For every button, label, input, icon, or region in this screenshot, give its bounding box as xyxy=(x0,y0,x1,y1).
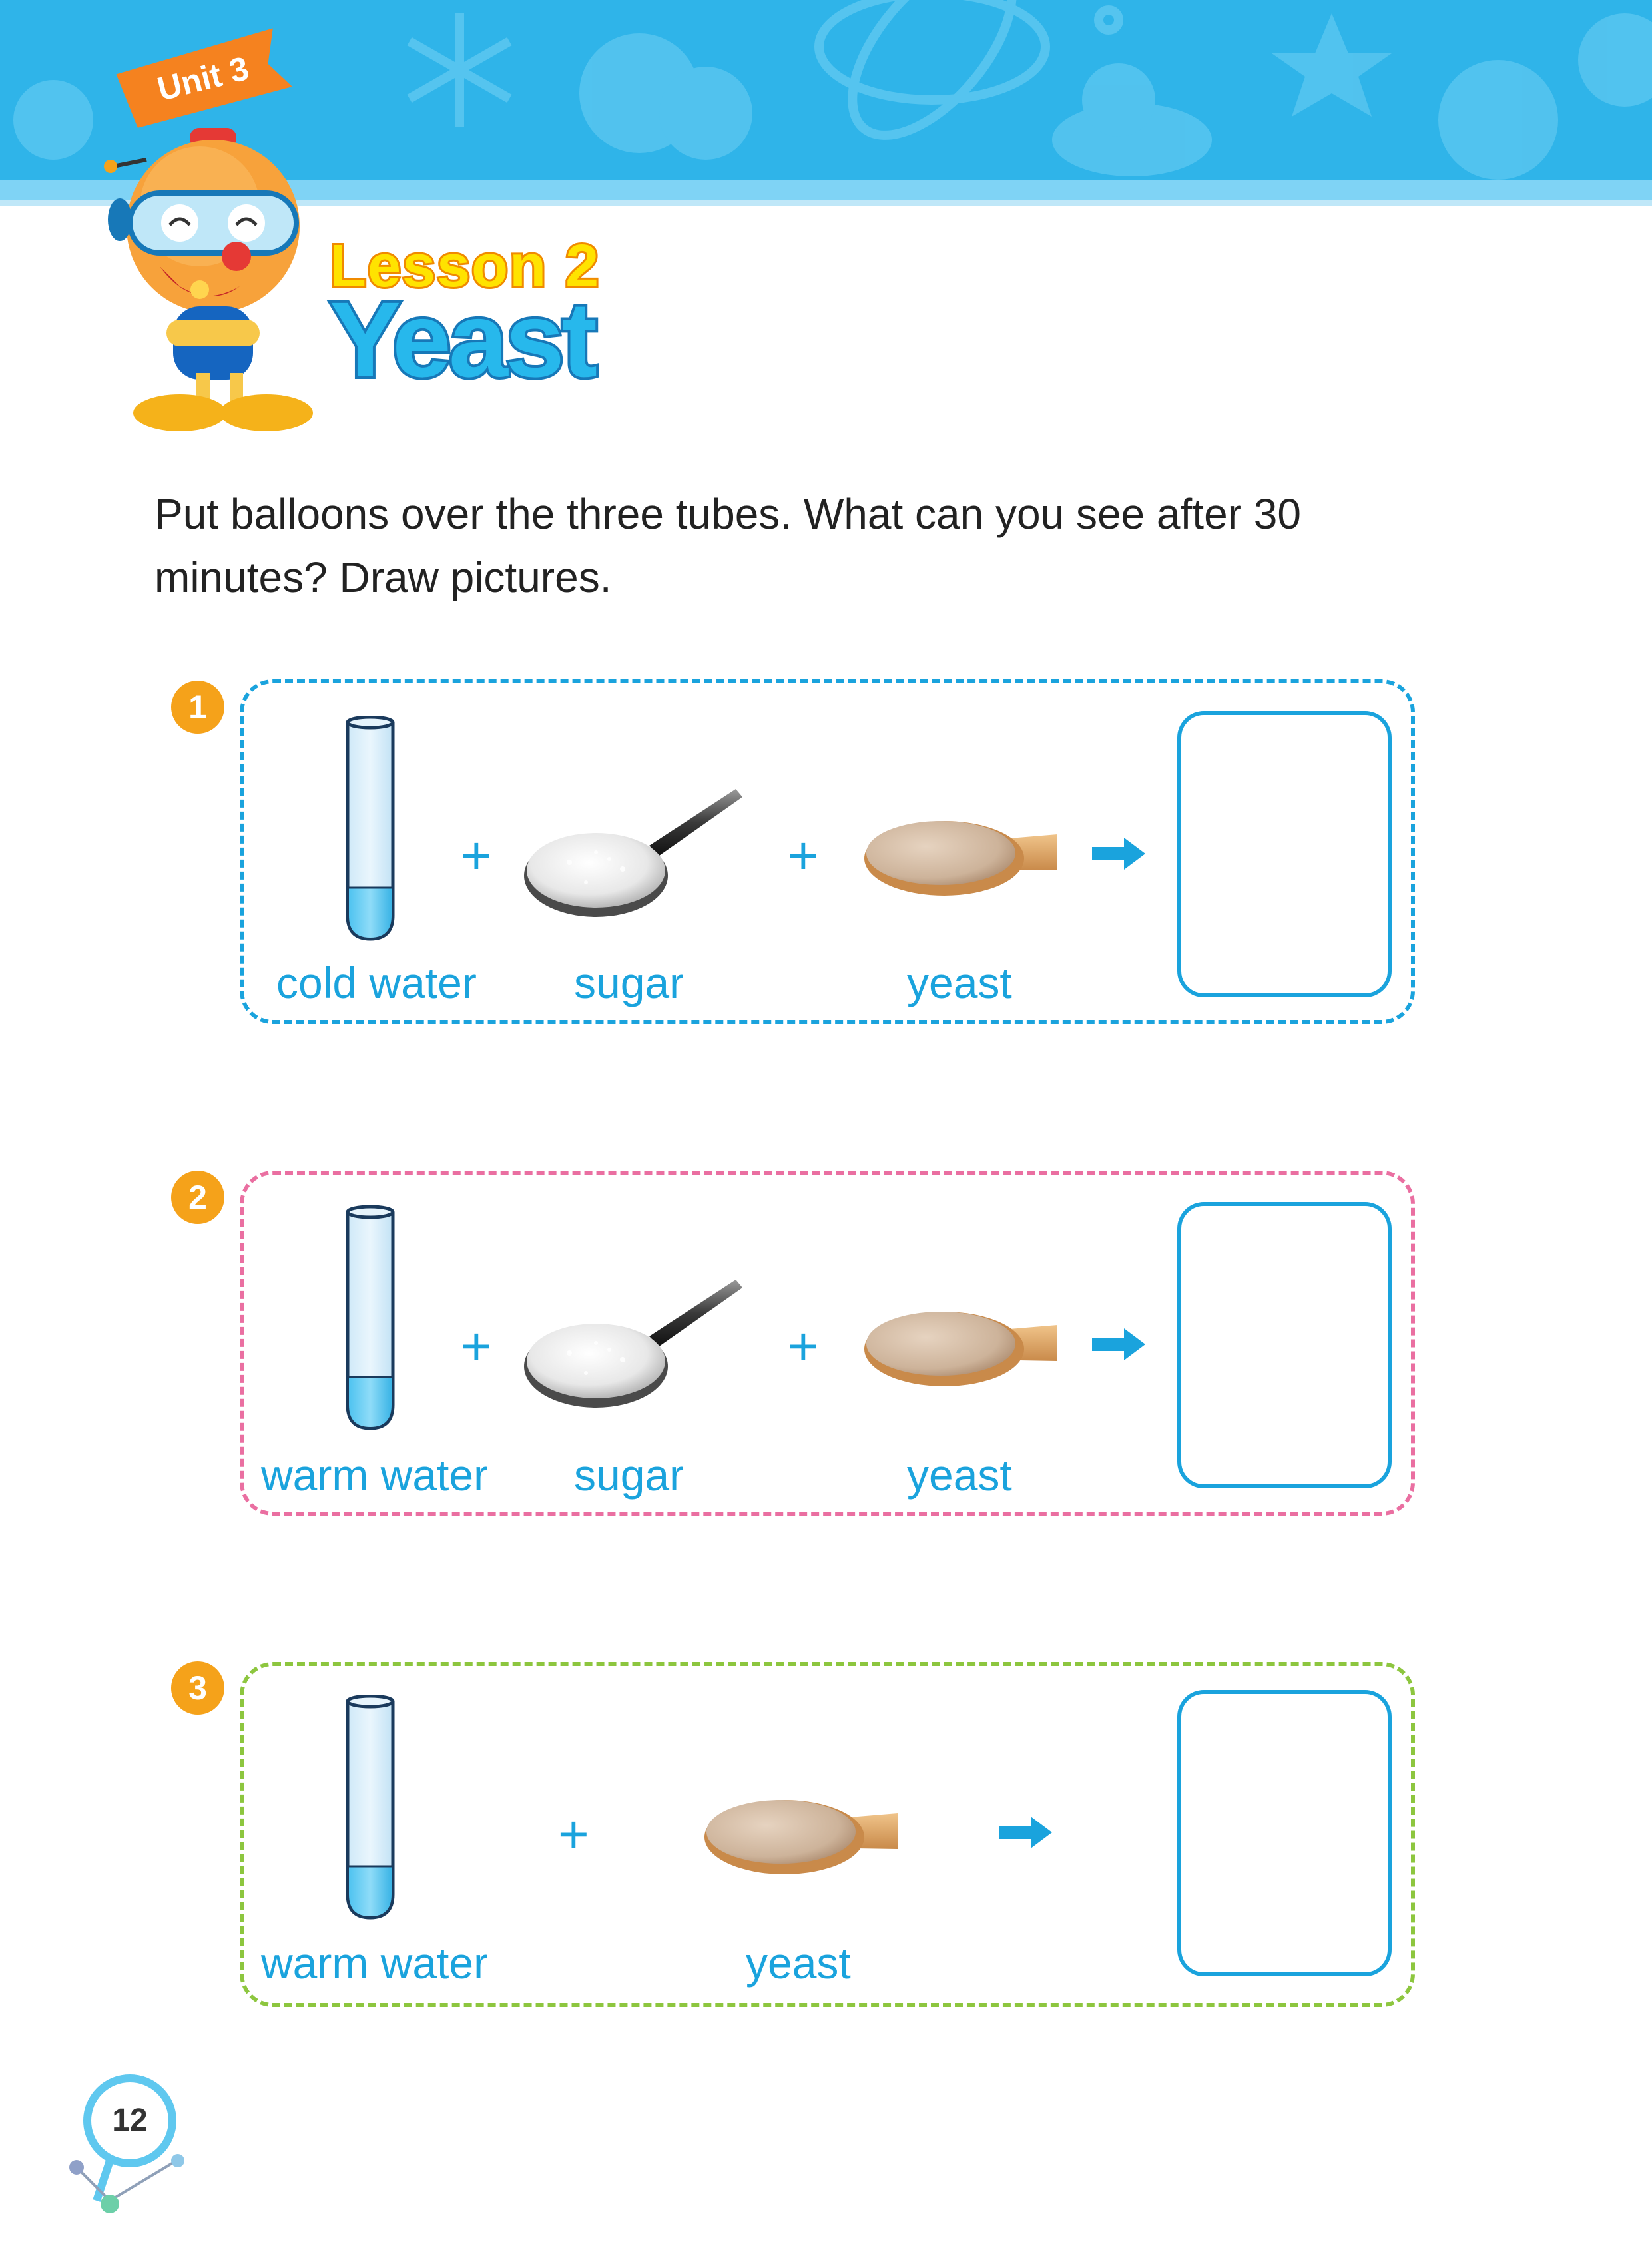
sugar-spoon-image xyxy=(523,1273,746,1413)
plus-sign: + xyxy=(558,1805,589,1864)
plus-sign: + xyxy=(788,826,819,885)
label-yeast: yeast xyxy=(907,958,1012,1007)
arrow-right-icon xyxy=(999,1817,1052,1848)
plus-sign: + xyxy=(461,826,492,885)
test-tube-1 xyxy=(344,716,397,946)
label-water: warm water xyxy=(261,1450,489,1500)
page-number-text: 12 xyxy=(112,2103,148,2138)
answer-drawing-box-2[interactable] xyxy=(1177,1202,1392,1488)
label-water: cold water xyxy=(276,958,477,1007)
experiment-number-3: 3 xyxy=(171,1661,224,1715)
label-sugar: sugar xyxy=(574,958,685,1007)
page-number xyxy=(90,2081,170,2161)
yeast-spoon-image xyxy=(704,1795,898,1874)
instruction-text: Put balloons over the three tubes. What can you see after 30 minutes? Draw pictures. xyxy=(154,490,1301,601)
experiment-number-1: 1 xyxy=(171,681,224,734)
plus-sign: + xyxy=(788,1316,819,1376)
test-tube-3 xyxy=(344,1695,397,1924)
label-water: warm water xyxy=(261,1938,489,1988)
arrow-right-icon xyxy=(1092,1328,1145,1360)
plus-sign: + xyxy=(461,1316,492,1376)
label-sugar: sugar xyxy=(574,1450,685,1500)
label-yeast: yeast xyxy=(746,1938,851,1988)
test-tube-2 xyxy=(344,1205,397,1435)
answer-drawing-box-3[interactable] xyxy=(1177,1690,1392,1976)
sugar-spoon-image xyxy=(523,782,746,922)
experiment-number-2: 2 xyxy=(171,1171,224,1224)
yeast-spoon-image xyxy=(864,816,1057,896)
answer-drawing-box-1[interactable] xyxy=(1177,711,1392,997)
label-yeast: yeast xyxy=(907,1450,1012,1500)
arrow-right-icon xyxy=(1092,838,1145,870)
mascot-character xyxy=(100,120,326,435)
lesson-label: Lesson 2 xyxy=(330,233,601,300)
unit-label: Unit 3 xyxy=(153,49,253,108)
page-title: Yeast xyxy=(330,280,595,399)
yeast-spoon-image xyxy=(864,1306,1057,1386)
